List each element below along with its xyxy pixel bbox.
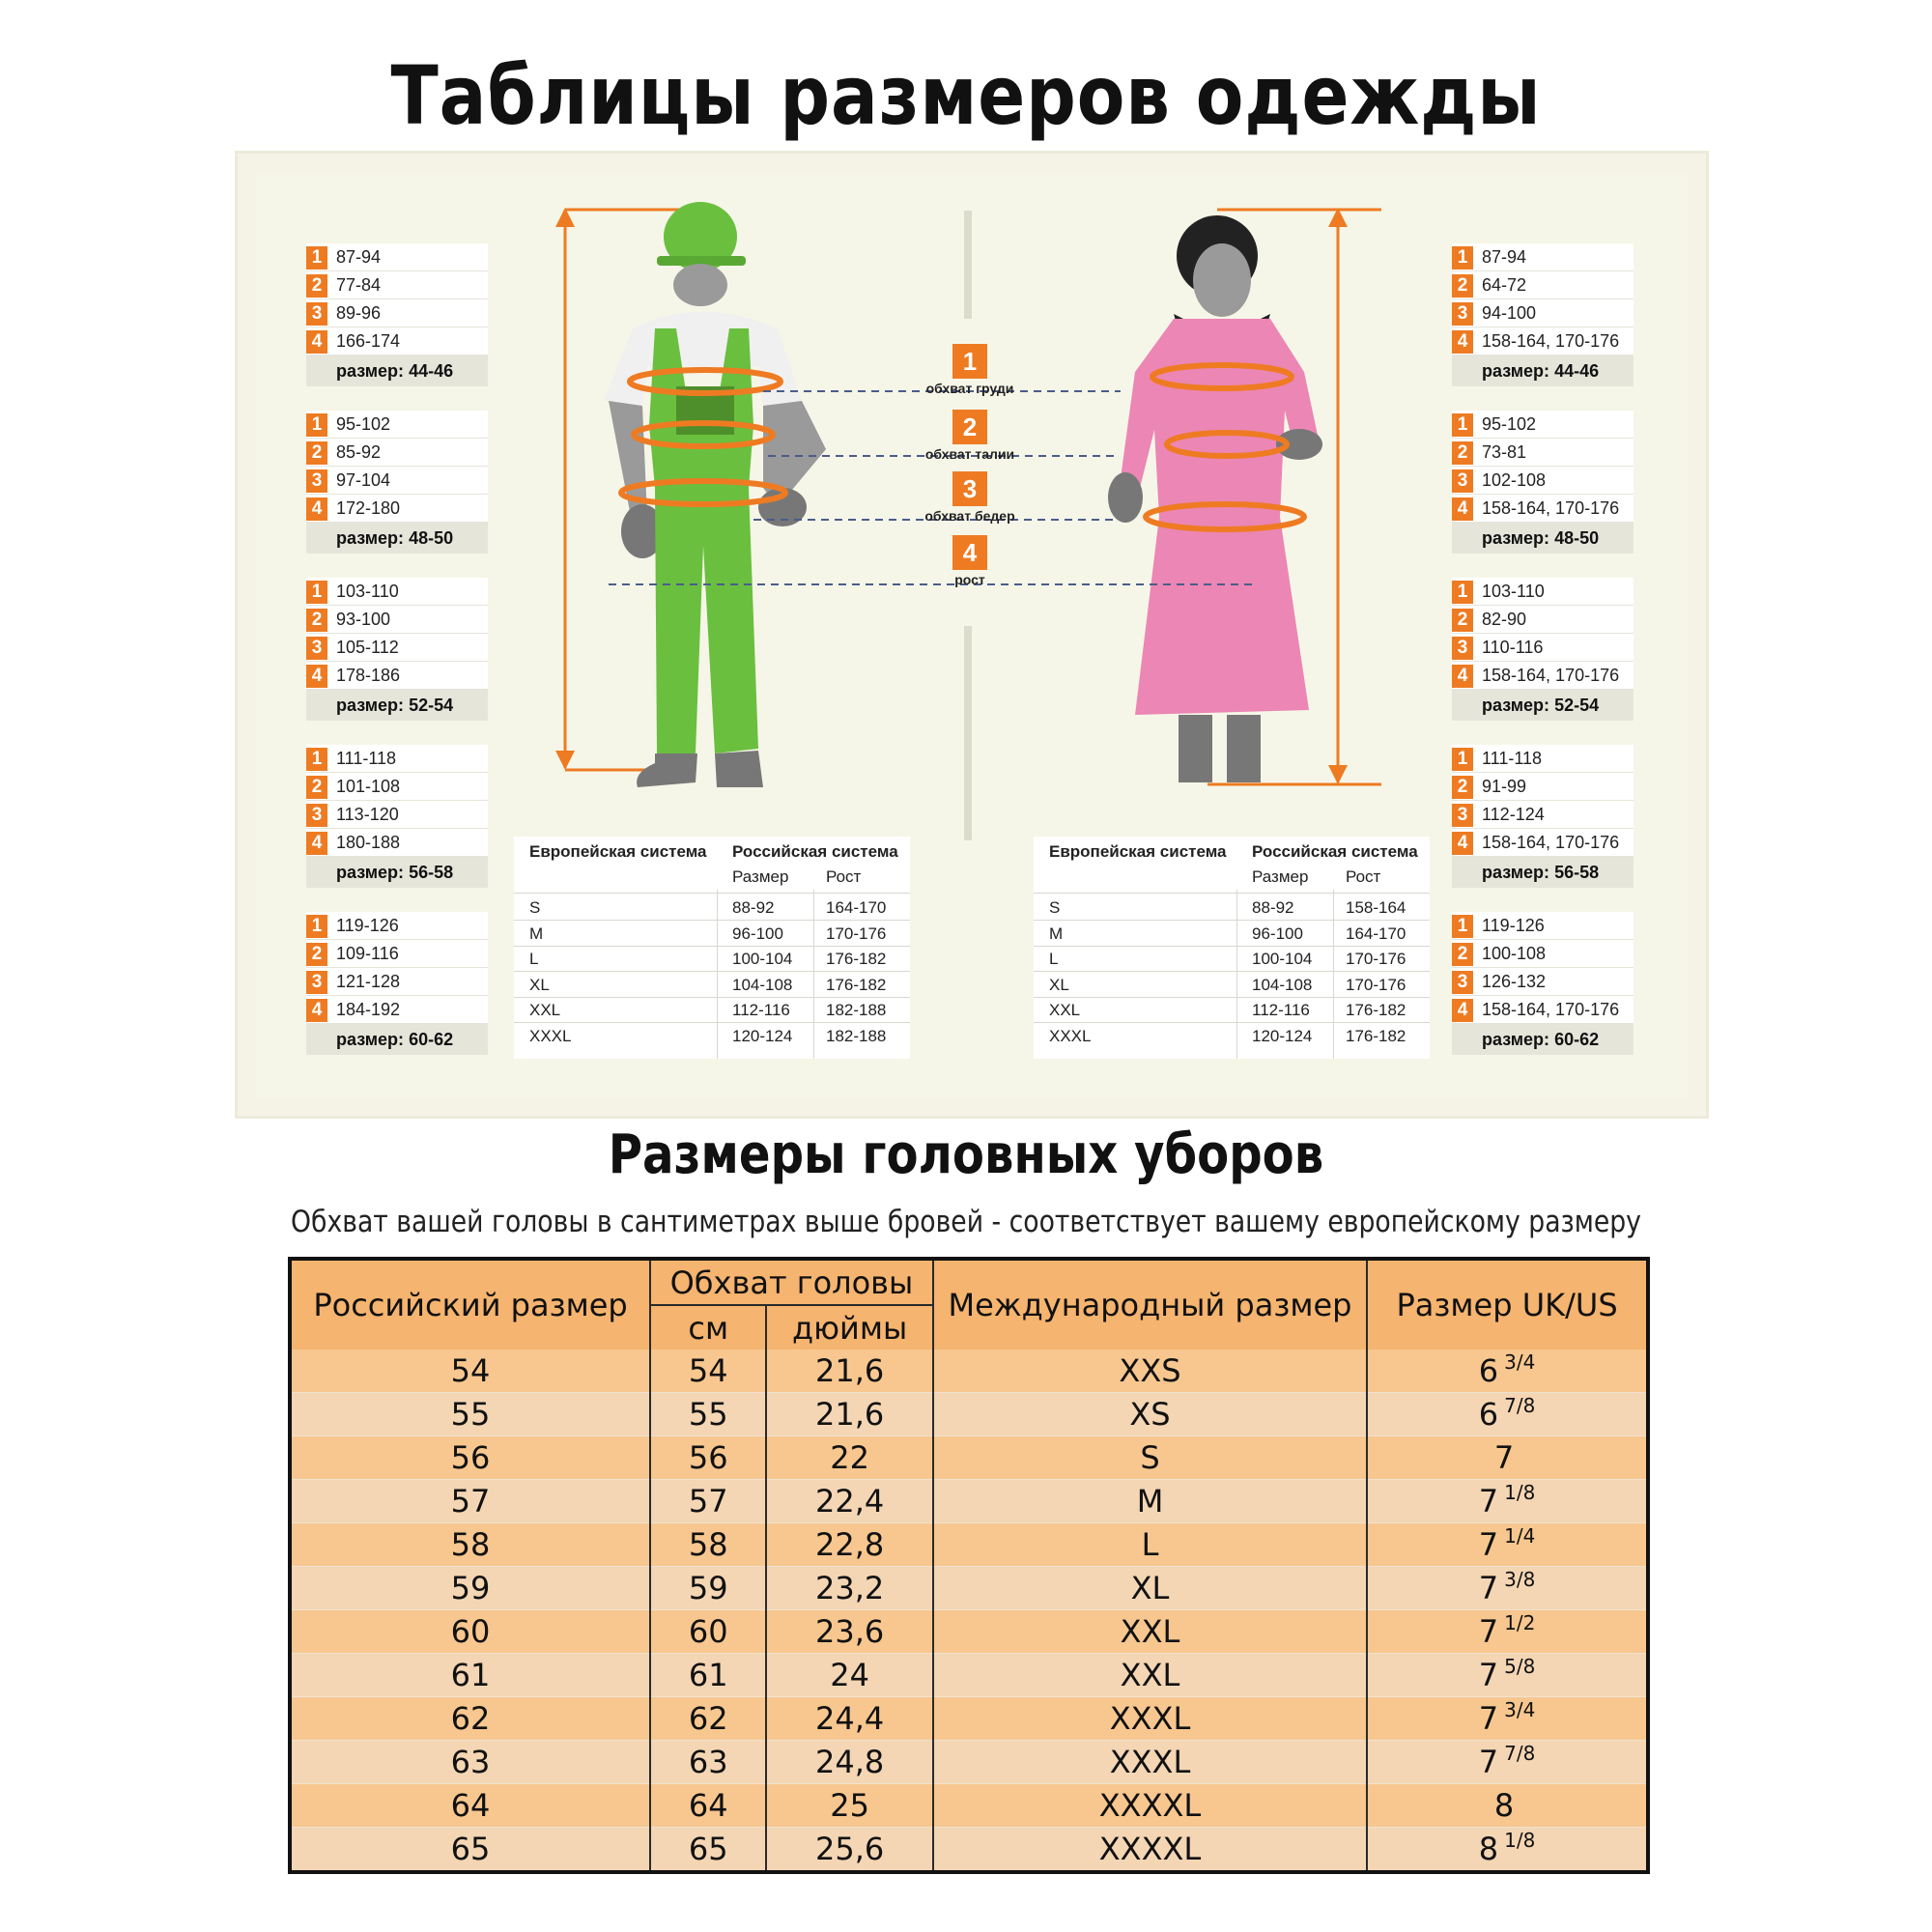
marker-3: 3 [952,471,987,506]
cell-intl: XL [933,1567,1367,1610]
cell-intl: XXXXL [933,1828,1367,1873]
men-size-box: 1 111-118 2 101-108 3 113-120 4 180-188 размер: 56-58 [306,745,488,888]
cell-uk-us: 7 $^{5/8}$ [1367,1654,1648,1697]
cell-uk-us: 7 $^{3/4}$ [1367,1697,1648,1741]
cell-ru: 63 [290,1741,650,1784]
men-size-box: 1 95-102 2 85-92 3 97-104 4 172-180 размер: 48-50 [306,411,488,554]
women-size-box: 1 119-126 2 100-108 3 126-132 4 158-164, 170-176 размер: 60-62 [1452,912,1634,1055]
page-title: Таблицы размеров одежды [390,48,1542,143]
cell-uk-us: 7 $^{7/8}$ [1367,1741,1648,1784]
marker-1-label: обхват груди [925,381,1014,396]
cell-cm: 57 [650,1480,766,1523]
cell-intl: XS [933,1393,1367,1436]
cell-uk-us: 6 $^{3/4}$ [1367,1350,1648,1393]
cell-intl: S [933,1436,1367,1480]
table-row [290,1480,1648,1523]
table-row [290,1350,1648,1393]
men-conversion-table: Европейская система Российская система Размер Рост S 88-92 164-170 M 96-100 170-176 L 100-104 176-182 XL 104-108 176-182 XXL 112-116 182-188 XXXL 120-124 182-188 [514,837,910,1059]
marker-1: 1 [952,344,987,379]
cell-in: 25 [766,1784,932,1828]
cell-in: 22,4 [766,1480,932,1523]
header-uk-us-size: Размер UK/US [1367,1259,1648,1350]
cell-ru: 61 [290,1654,650,1697]
women-conversion-table: Европейская система Российская система Размер Рост S 88-92 158-164 M 96-100 164-170 L 100-104 170-176 XL 104-108 170-176 XXL 112-116 176-182 XXXL 120-124 176-182 [1034,837,1430,1059]
cell-cm: 55 [650,1393,766,1436]
cell-in: 23,6 [766,1610,932,1654]
table-row [290,1654,1648,1697]
header-inches: дюймы [766,1305,932,1350]
cell-in: 21,6 [766,1393,932,1436]
cell-intl: XXL [933,1654,1367,1697]
measurement-guide-lines [580,193,1256,628]
cell-in: 21,6 [766,1350,932,1393]
cell-cm: 54 [650,1350,766,1393]
cell-in: 24 [766,1654,932,1697]
cell-ru: 64 [290,1784,650,1828]
cell-uk-us: 8 [1367,1784,1648,1828]
cell-ru: 60 [290,1610,650,1654]
cell-cm: 61 [650,1654,766,1697]
marker-4-label: рост [954,572,985,587]
women-size-box: 1 111-118 2 91-99 3 112-124 4 158-164, 170-176 размер: 56-58 [1452,745,1634,888]
cell-in: 22,8 [766,1523,932,1567]
table-row [290,1567,1648,1610]
cell-uk-us: 7 $^{3/8}$ [1367,1567,1648,1610]
cell-uk-us: 7 $^{1/4}$ [1367,1523,1648,1567]
headwear-size-table [288,1257,1650,1874]
cell-intl: XXS [933,1350,1367,1393]
women-size-box: 1 95-102 2 73-81 3 102-108 4 158-164, 170-176 размер: 48-50 [1452,411,1634,554]
center-divider [964,628,972,840]
header-cm: см [650,1305,766,1350]
cell-ru: 57 [290,1480,650,1523]
table-row [290,1741,1648,1784]
marker-2: 2 [952,410,987,444]
cell-intl: M [933,1480,1367,1523]
cell-cm: 63 [650,1741,766,1784]
table-row [290,1393,1648,1436]
table-row [290,1610,1648,1654]
men-size-box: 1 103-110 2 93-100 3 105-112 4 178-186 размер: 52-54 [306,578,488,721]
cell-uk-us: 6 $^{7/8}$ [1367,1393,1648,1436]
headwear-subtitle: Обхват вашей головы в сантиметрах выше бровей - соответствует вашему европейскому размеру [291,1205,1641,1239]
header-russian-size: Российский размер [290,1259,650,1350]
cell-ru: 56 [290,1436,650,1480]
cell-intl: XXL [933,1610,1367,1654]
cell-in: 24,8 [766,1741,932,1784]
cell-ru: 65 [290,1828,650,1873]
cell-uk-us: 8 $^{1/8}$ [1367,1828,1648,1873]
cell-intl: XXXL [933,1697,1367,1741]
cell-cm: 65 [650,1828,766,1873]
cell-ru: 62 [290,1697,650,1741]
cell-ru: 55 [290,1393,650,1436]
table-row [290,1523,1648,1567]
men-size-box: 1 119-126 2 109-116 3 121-128 4 184-192 размер: 60-62 [306,912,488,1055]
cell-in: 23,2 [766,1567,932,1610]
table-row [290,1697,1648,1741]
cell-uk-us: 7 $^{1/2}$ [1367,1610,1648,1654]
cell-uk-us: 7 [1367,1436,1648,1480]
cell-cm: 64 [650,1784,766,1828]
cell-intl: XXXXL [933,1784,1367,1828]
cell-ru: 58 [290,1523,650,1567]
header-head-girth: Обхват головы [650,1259,933,1305]
cell-cm: 60 [650,1610,766,1654]
table-row [290,1828,1648,1873]
cell-cm: 58 [650,1523,766,1567]
cell-in: 25,6 [766,1828,932,1873]
cell-in: 22 [766,1436,932,1480]
headwear-title: Размеры головных уборов [608,1123,1324,1186]
cell-cm: 56 [650,1436,766,1480]
marker-4: 4 [952,535,987,570]
cell-intl: L [933,1523,1367,1567]
cell-ru: 54 [290,1350,650,1393]
table-row [290,1784,1648,1828]
table-row [290,1436,1648,1480]
cell-uk-us: 7 $^{1/8}$ [1367,1480,1648,1523]
women-size-box: 1 103-110 2 82-90 3 110-116 4 158-164, 170-176 размер: 52-54 [1452,578,1634,721]
women-size-box: 1 87-94 2 64-72 3 94-100 4 158-164, 170-176 размер: 44-46 [1452,243,1634,386]
marker-2-label: обхват талии [924,446,1015,462]
cell-ru: 59 [290,1567,650,1610]
cell-cm: 62 [650,1697,766,1741]
cell-intl: XXXL [933,1741,1367,1784]
header-international-size: Международный размер [933,1259,1367,1350]
marker-3-label: обхват бедер [924,508,1015,524]
men-size-box: 1 87-94 2 77-84 3 89-96 4 166-174 размер: 44-46 [306,243,488,386]
cell-cm: 59 [650,1567,766,1610]
cell-in: 24,4 [766,1697,932,1741]
